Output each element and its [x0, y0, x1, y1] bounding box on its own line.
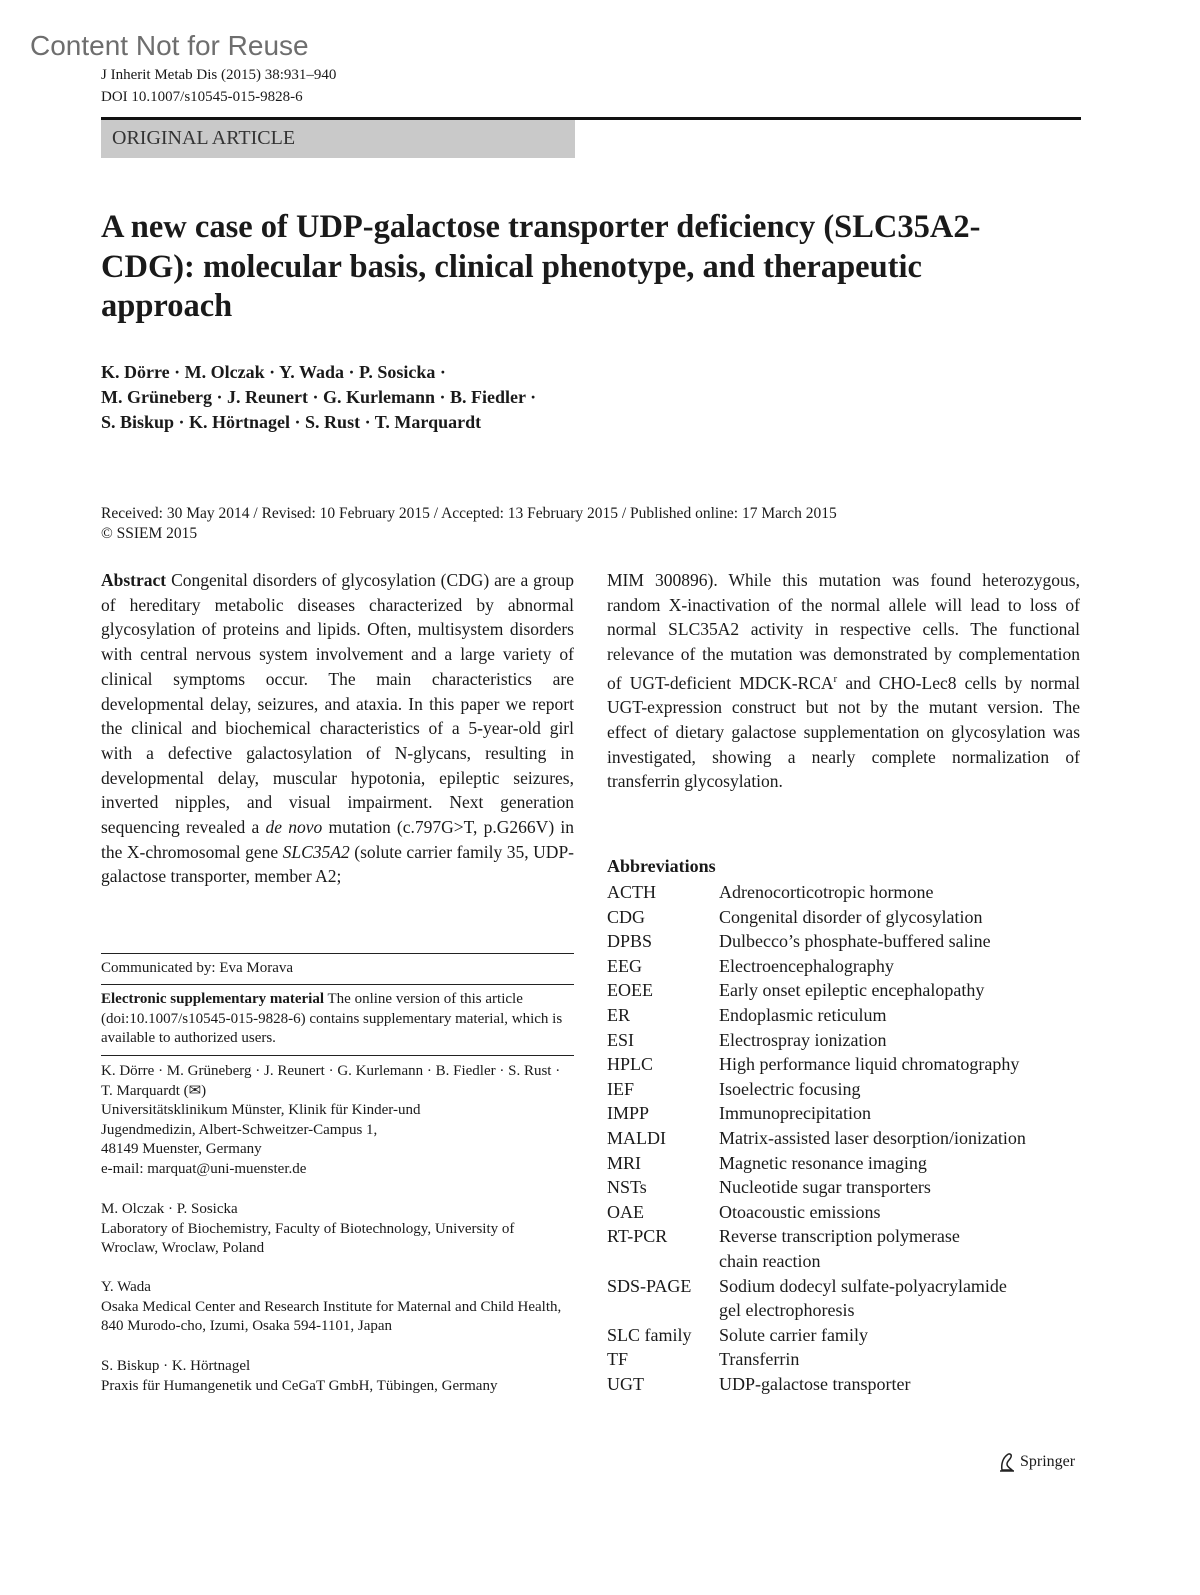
abbreviation-definition: High performance liquid chromatography [719, 1054, 1020, 1075]
abstract-text: MIM 300896). While this mutation was found heterozygous, random X-inactivation of the normal allele will lead to loss of normal SLC35A2 activity in respective cells. The functional relevance of the mutation was demonstrated by complementation of UGT-deficient MDCK-RCA [607, 570, 1080, 693]
abbreviation-term: ACTH [607, 882, 656, 902]
abbreviation-term: OAE [607, 1201, 644, 1222]
abstract-left-column [101, 568, 574, 889]
article-title: A new case of UDP-galactose transporter deficiency (SLC35A2-CDG): molecular basis, clinical phenotype, and therapeutic approach [101, 209, 981, 324]
abbreviation-definition: Otoacoustic emissions [719, 1201, 881, 1222]
abbreviation-term: DPBS [607, 931, 653, 952]
abbreviation-row [607, 1274, 1080, 1323]
publisher-name: Springer [1020, 1453, 1076, 1470]
abstract-italic: de novo [265, 817, 323, 838]
abbreviation-term: HPLC [607, 1054, 654, 1075]
abbreviation-term: UGT [607, 1373, 644, 1394]
affiliation-text: Laboratory of Biochemistry, Faculty of Biotechnology, University of Wroclaw, Wroclaw, Poland [101, 1220, 515, 1256]
abbreviation-row [607, 1126, 1080, 1151]
journal-citation: J Inherit Metab Dis (2015) 38:931–940 [101, 67, 337, 83]
affiliation-3 [101, 1278, 574, 1337]
abbreviation-definition: Electroencephalography [719, 955, 894, 976]
abbreviation-term: ER [607, 1004, 631, 1025]
abbreviation-term: ESI [607, 1029, 634, 1050]
affiliation-text: Osaka Medical Center and Research Institute for Maternal and Child Health, 840 Murodo-cho, Izumi, Osaka 594-1101, Japan [101, 1298, 562, 1334]
abbreviation-definition: Congenital disorder of glycosylation [719, 906, 983, 927]
abstract-text: (solute carrier family 35, UDP-galactose transporter, member A2; [101, 841, 574, 887]
affiliation-authors: S. Biskup · K. Hörtnagel [101, 1358, 251, 1374]
abbreviation-term: MRI [607, 1152, 642, 1173]
affiliation-1 [101, 1062, 574, 1179]
abstract-text: Congenital disorders of glycosylation (CDG) are a group of hereditary metabolic diseases characterized by abnormal glycosylation of proteins and lipids. Often, multisystem disorders with central nervous system involvement and a large variety of clinical symptoms occur. The main characteristics are developmental delay, seizures, and ataxia. In this paper we report the clinical and biochemical characteristics of a 5-year-old girl with a defective galactosylation of N-glycans, resulting in developmental delay, muscular hypotonia, epileptic seizures, inverted nipples, and visual impairment. Next generation sequencing revealed a [101, 570, 574, 838]
abstract-text: and CHO-Lec8 cells by normal UGT-expression construct but not by the mutant version. The effect of dietary galactose supplementation on glycosylation was investigated, showing a nearly complete normalization of transferrin glycosylation. [607, 672, 1080, 792]
abbreviation-term: MALDI [607, 1127, 666, 1148]
abbreviation-definition: Adrenocorticotropic hormone [719, 882, 934, 902]
abbreviation-row [607, 1372, 1080, 1397]
abbreviation-term: SDS-PAGE [607, 1275, 692, 1296]
abbreviation-row [607, 1224, 1080, 1273]
abbreviation-definition: Nucleotide sugar transporters [719, 1177, 931, 1198]
abbreviation-term: TF [607, 1349, 629, 1370]
affiliation-authors: K. Dörre · M. Grüneberg · J. Reunert · G. Kurlemann · B. Fiedler · S. Rust · T. Marquardt (✉) [101, 1063, 561, 1099]
watermark: Content Not for Reuse [30, 30, 309, 61]
abbreviation-row [607, 978, 1080, 1003]
journal-info [101, 64, 336, 108]
author-line: K. Dörre · M. Olczak · Y. Wada · P. Sosicka · [101, 362, 446, 382]
abbreviation-definition: Solute carrier family [719, 1324, 868, 1345]
email-link[interactable]: e-mail: marquat@uni-muenster.de [101, 1160, 307, 1177]
abbreviation-term: NSTs [607, 1177, 647, 1198]
abbreviation-term: RT-PCR [607, 1226, 668, 1247]
abbreviation-definition: UDP-galactose transporter [719, 1373, 911, 1394]
publisher-logo [998, 1452, 1075, 1472]
abbreviation-row [607, 1052, 1080, 1077]
abbreviation-row [607, 1200, 1080, 1225]
abbreviation-term: IEF [607, 1078, 634, 1099]
abbreviation-term: SLC family [607, 1324, 692, 1345]
abbreviation-definition: Matrix-assisted laser desorption/ionization [719, 1127, 1026, 1148]
abbreviation-term: EOEE [607, 980, 653, 1001]
abbreviation-definition: Endoplasmic reticulum [719, 1004, 887, 1025]
abbreviation-definition: Dulbecco’s phosphate-buffered saline [719, 931, 991, 952]
footnote-rule [101, 1055, 574, 1056]
abbreviation-row [607, 880, 1080, 905]
abbreviation-definition: Electrospray ionization [719, 1029, 887, 1050]
affiliation-line: Jugendmedizin, Albert-Schweitzer-Campus 1, [101, 1121, 378, 1138]
copyright: © SSIEM 2015 [101, 525, 198, 542]
footnote-rule [101, 984, 574, 985]
abbreviation-definition: Isoelectric focusing [719, 1078, 861, 1099]
springer-horse-icon [998, 1452, 1016, 1472]
abstract-right-column [607, 568, 1080, 794]
abstract-text: mutation (c.797G>T, p.G266V) in the X-chromosomal gene [101, 817, 574, 862]
author-list [101, 360, 536, 435]
abbreviation-definition: Reverse transcription polymerase chain reaction [719, 1226, 960, 1271]
abbreviation-row [607, 1003, 1080, 1028]
abbreviation-row [607, 1077, 1080, 1102]
article-type-badge: ORIGINAL ARTICLE [101, 120, 575, 158]
doi: DOI 10.1007/s10545-015-9828-6 [101, 89, 303, 105]
abbreviation-term: IMPP [607, 1103, 650, 1124]
superscript: r [833, 672, 838, 685]
abbreviation-definition: Immunoprecipitation [719, 1103, 871, 1124]
affiliation-text: Praxis für Humangenetik und CeGaT GmbH, Tübingen, Germany [101, 1377, 498, 1394]
affiliation-2 [101, 1200, 574, 1259]
abbreviation-term: EEG [607, 955, 642, 976]
abstract-label: Abstract [101, 570, 167, 590]
dates-line: Received: 30 May 2014 / Revised: 10 February 2015 / Accepted: 13 February 2015 / Published online: 17 March 2015 [101, 505, 837, 522]
abbreviation-row [607, 1101, 1080, 1126]
abbreviation-definition: Sodium dodecyl sulfate-polyacrylamide gel electrophoresis [719, 1275, 1007, 1321]
abbreviation-row [607, 954, 1080, 979]
abbreviation-row [607, 1175, 1080, 1200]
publication-dates [101, 504, 1101, 544]
abbreviation-row [607, 1151, 1080, 1176]
affiliation-4 [101, 1357, 574, 1396]
esm-text: The online version of this article (doi:10.1007/s10545-015-9828-6) contains supplementary material, which is available to authorized users. [101, 991, 563, 1046]
abbreviations-heading: Abbreviations [607, 856, 716, 876]
abbreviation-row [607, 1347, 1080, 1372]
affiliation-line: 48149 Muenster, Germany [101, 1141, 262, 1157]
communicated-by: Communicated by: Eva Morava [101, 960, 294, 976]
abbreviation-definition: Early onset epileptic encephalopathy [719, 980, 985, 1001]
abbreviation-row [607, 929, 1080, 954]
abbreviations-list [607, 880, 1080, 1396]
author-line: S. Biskup · K. Hörtnagel · S. Rust · T. Marquardt [101, 412, 482, 432]
abbreviation-definition: Magnetic resonance imaging [719, 1152, 927, 1173]
author-line: M. Grüneberg · J. Reunert · G. Kurlemann · B. Fiedler · [101, 387, 537, 407]
affiliation-authors: M. Olczak · P. Sosicka [101, 1201, 238, 1217]
abbreviation-row [607, 1028, 1080, 1053]
gene-name: SLC35A2 [282, 841, 350, 862]
abbreviation-definition: Transferrin [719, 1349, 800, 1370]
abbreviation-row [607, 905, 1080, 930]
esm-note [101, 990, 574, 1049]
affiliation-line: Universitätsklinikum Münster, Klinik für Kinder-und [101, 1102, 421, 1118]
esm-label: Electronic supplementary material [101, 991, 325, 1007]
footnote-rule [101, 953, 574, 954]
abbreviation-row [607, 1323, 1080, 1348]
affiliation-authors: Y. Wada [101, 1279, 151, 1295]
abbreviation-term: CDG [607, 906, 646, 927]
